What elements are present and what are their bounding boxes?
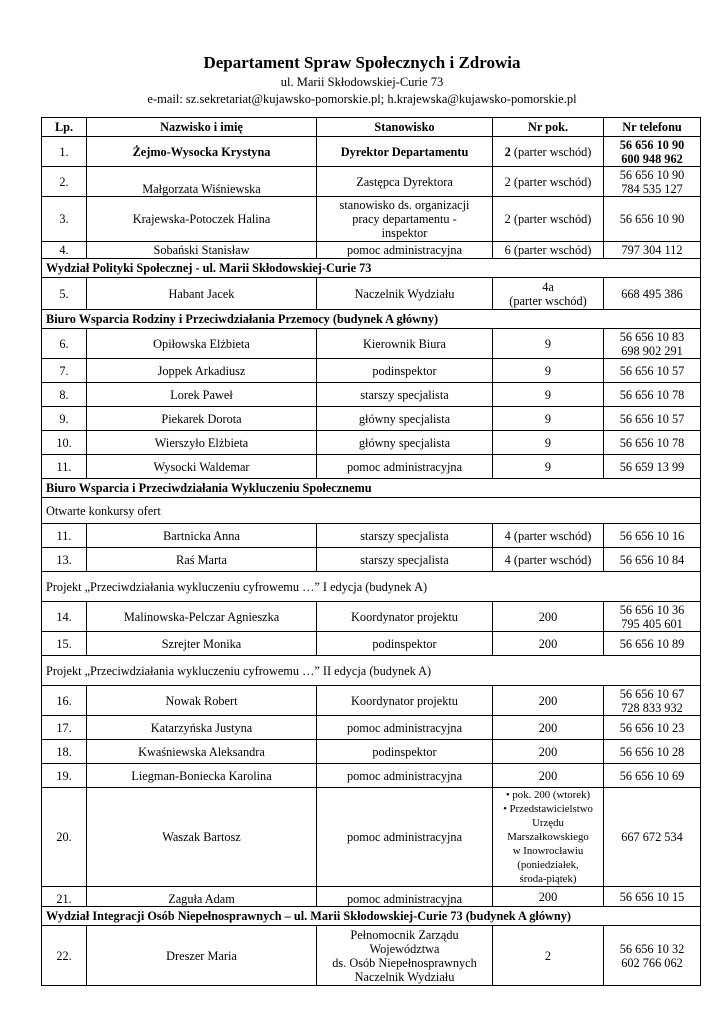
cell-lp: 20.: [42, 788, 87, 887]
room-line: 4a: [542, 279, 554, 294]
cell-room: 200: [493, 602, 604, 632]
cell-room: [493, 137, 604, 167]
cell-lp: 15.: [42, 632, 87, 656]
cell-position: pomoc administracyjna: [317, 242, 493, 259]
cell-name: Wierszyło Elżbieta: [87, 431, 317, 455]
phone-line: 56 656 10 83: [619, 329, 685, 344]
cell-lp: 16.: [42, 686, 87, 716]
cell-room: [493, 788, 604, 887]
cell-phone: 56 656 10 78: [604, 431, 701, 455]
cell-position: podinspektor: [317, 632, 493, 656]
cell-phone: 56 656 10 57: [604, 407, 701, 431]
table-row: [42, 887, 701, 907]
cell-lp: 17.: [42, 716, 87, 740]
cell-lp: 10.: [42, 431, 87, 455]
phone-line: 795 405 601: [621, 616, 683, 631]
cell-room: 200: [493, 632, 604, 656]
contact-table: [41, 117, 701, 986]
cell-name: Joppek Arkadiusz: [87, 359, 317, 383]
cell-lp: 11.: [42, 524, 87, 548]
room-number: 2: [504, 144, 511, 159]
cell-position: starszy specjalista: [317, 524, 493, 548]
cell-room: 2 (parter wschód): [493, 197, 604, 242]
position-line: Województwa: [369, 941, 440, 956]
section-heading: Wydział Integracji Osób Niepełnosprawnych – ul. Marii Skłodowskiej-Curie 73 (budynek A główny): [42, 907, 701, 926]
table-row: [42, 716, 701, 740]
cell-phone: [604, 137, 701, 167]
cell-lp: 7.: [42, 359, 87, 383]
position-line: pracy departamentu -: [352, 212, 457, 226]
cell-phone: 56 656 10 69: [604, 764, 701, 788]
cell-name: Bartnicka Anna: [87, 524, 317, 548]
cell-room: 4 (parter wschód): [493, 524, 604, 548]
phone-line: 728 833 932: [621, 700, 683, 715]
cell-lp: 13.: [42, 548, 87, 572]
table-row: [42, 524, 701, 548]
position-line: Naczelnik Wydziału: [354, 969, 455, 984]
cell-position: główny specjalista: [317, 407, 493, 431]
cell-name: Habant Jacek: [87, 278, 317, 310]
cell-name: Piekarek Dorota: [87, 407, 317, 431]
cell-name: Krajewska-Potoczek Halina: [87, 197, 317, 242]
cell-name: Szrejter Monika: [87, 632, 317, 656]
cell-name: Wysocki Waldemar: [87, 455, 317, 479]
position-line: stanowisko ds. organizacji: [339, 198, 470, 212]
cell-lp: 4.: [42, 242, 87, 259]
page-title: Departament Spraw Społecznych i Zdrowia: [203, 53, 521, 72]
cell-room: 9: [493, 359, 604, 383]
cell-room: 2 (parter wschód): [493, 167, 604, 197]
project-row: [42, 572, 701, 602]
cell-phone: 56 656 10 23: [604, 716, 701, 740]
cell-phone: [604, 329, 701, 359]
cell-phone: 56 656 10 57: [604, 359, 701, 383]
cell-room: 4 (parter wschód): [493, 548, 604, 572]
cell-phone: 668 495 386: [604, 278, 701, 310]
cell-room: 9: [493, 329, 604, 359]
cell-lp: 14.: [42, 602, 87, 632]
cell-phone: [604, 602, 701, 632]
address-line: ul. Marii Skłodowskiej-Curie 73: [280, 75, 444, 89]
cell-phone: 56 656 10 78: [604, 383, 701, 407]
cell-phone: 797 304 112: [604, 242, 701, 259]
project-row: [42, 656, 701, 686]
cell-lp: 1.: [42, 137, 87, 167]
cell-position: podinspektor: [317, 359, 493, 383]
table-row: [42, 359, 701, 383]
room-location: (parter wschód): [510, 144, 592, 159]
section-row: [42, 259, 701, 278]
cell-lp: 8.: [42, 383, 87, 407]
project-heading: Projekt „Przeciwdziałania wykluczeniu cyfrowemu …” I edycja (budynek A): [42, 572, 701, 602]
table-row: [42, 686, 701, 716]
cell-name: Sobański Stanisław: [87, 242, 317, 259]
cell-room: 200: [493, 764, 604, 788]
project-heading: Projekt „Przeciwdziałania wykluczeniu cyfrowemu …” II edycja (budynek A): [42, 656, 701, 686]
cell-position: Kierownik Biura: [317, 329, 493, 359]
cell-position: pomoc administracyjna: [317, 716, 493, 740]
cell-room: 200: [493, 686, 604, 716]
col-header-position: Stanowisko: [317, 118, 493, 137]
phone-line: 56 656 10 67: [619, 686, 685, 701]
document-header: [0, 52, 724, 108]
cell-position: pomoc administracyjna: [317, 887, 493, 907]
cell-name: Małgorzata Wiśniewska: [87, 167, 317, 197]
section-row: [42, 907, 701, 926]
cell-position: Koordynator projektu: [317, 602, 493, 632]
room-line: • pok. 200 (wtorek): [505, 789, 591, 801]
cell-name: Zaguła Adam: [87, 887, 317, 907]
table-row: [42, 764, 701, 788]
col-header-lp: Lp.: [42, 118, 87, 137]
cell-lp: 21.: [42, 887, 87, 907]
col-header-phone: Nr telefonu: [604, 118, 701, 137]
cell-phone: [604, 686, 701, 716]
cell-name: Malinowska-Pelczar Agnieszka: [87, 602, 317, 632]
cell-position: pomoc administracyjna: [317, 764, 493, 788]
cell-phone: 56 656 10 84: [604, 548, 701, 572]
section-heading: Biuro Wsparcia i Przeciwdziałania Wykluczeniu Społecznemu: [42, 479, 701, 498]
cell-position: pomoc administracyjna: [317, 455, 493, 479]
room-line: • Przedstawicielstwo: [503, 803, 593, 815]
position-line: inspektor: [381, 226, 428, 240]
table-row: [42, 548, 701, 572]
cell-name: Waszak Bartosz: [87, 788, 317, 887]
table-row: [42, 431, 701, 455]
cell-lp: 18.: [42, 740, 87, 764]
cell-name: Kwaśniewska Aleksandra: [87, 740, 317, 764]
cell-phone: 56 656 10 15: [604, 887, 701, 907]
phone-line: 600 948 962: [621, 151, 683, 166]
section-row: [42, 310, 701, 329]
cell-name: Opiłowska Elżbieta: [87, 329, 317, 359]
position-line: ds. Osób Niepełnosprawnych: [332, 955, 477, 970]
table-row: [42, 383, 701, 407]
col-header-room: Nr pok.: [493, 118, 604, 137]
table-row: [42, 407, 701, 431]
room-line: w Inowrocławiu: [512, 845, 584, 857]
table-row: [42, 242, 701, 259]
cell-phone: 56 656 10 28: [604, 740, 701, 764]
table-row: [42, 602, 701, 632]
cell-lp: 22.: [42, 926, 87, 986]
cell-lp: 2.: [42, 167, 87, 197]
table-row: [42, 455, 701, 479]
phone-line: 56 656 10 90: [619, 137, 685, 152]
cell-position: pomoc administracyjna: [317, 788, 493, 887]
table-row: [42, 740, 701, 764]
cell-name: Katarzyńska Justyna: [87, 716, 317, 740]
cell-room: 200: [493, 716, 604, 740]
phone-line: 602 766 062: [621, 955, 683, 970]
cell-room: 200: [493, 740, 604, 764]
cell-room: 9: [493, 383, 604, 407]
cell-position: Dyrektor Departamentu: [317, 137, 493, 167]
phone-line: 56 656 10 32: [619, 941, 685, 956]
cell-lp: 3.: [42, 197, 87, 242]
cell-phone: [604, 926, 701, 986]
cell-phone: 667 672 534: [604, 788, 701, 887]
table-row: [42, 926, 701, 986]
table-row: [42, 632, 701, 656]
email-line: e-mail: sz.sekretariat@kujawsko-pomorskie.pl; h.krajewska@kujawsko-pomorskie.pl: [147, 92, 577, 106]
table-row: [42, 329, 701, 359]
cell-phone: 56 656 10 16: [604, 524, 701, 548]
cell-lp: 11.: [42, 455, 87, 479]
cell-position: [317, 197, 493, 242]
cell-name: Dreszer Maria: [87, 926, 317, 986]
cell-position: [317, 926, 493, 986]
cell-position: Naczelnik Wydziału: [317, 278, 493, 310]
cell-position: Koordynator projektu: [317, 686, 493, 716]
cell-name: Lorek Paweł: [87, 383, 317, 407]
cell-room: 200: [493, 887, 604, 907]
table-row: [42, 278, 701, 310]
room-line: Urzędu: [532, 817, 564, 829]
cell-room: 9: [493, 431, 604, 455]
phone-line: 698 902 291: [621, 343, 683, 358]
cell-room: [493, 278, 604, 310]
table-row: [42, 197, 701, 242]
phone-line: 56 656 10 90: [619, 167, 685, 182]
position-line: Pełnomocnik Zarządu: [350, 927, 459, 942]
section-heading: Biuro Wsparcia Rodziny i Przeciwdziałania Przemocy (budynek A główny): [42, 310, 701, 329]
cell-lp: 5.: [42, 278, 87, 310]
cell-room: 2: [493, 926, 604, 986]
room-line: (poniedziałek,: [517, 859, 579, 871]
table-row: [42, 788, 701, 887]
room-line: Marszałkowskiego: [507, 831, 589, 843]
phone-line: 56 656 10 36: [619, 602, 685, 617]
project-row: [42, 498, 701, 524]
cell-room: 9: [493, 455, 604, 479]
cell-lp: 19.: [42, 764, 87, 788]
project-heading: Otwarte konkursy ofert: [42, 498, 701, 524]
cell-position: starszy specjalista: [317, 548, 493, 572]
cell-name: Nowak Robert: [87, 686, 317, 716]
table-row: [42, 167, 701, 197]
section-row: [42, 479, 701, 498]
cell-name: Liegman-Boniecka Karolina: [87, 764, 317, 788]
cell-position: Zastępca Dyrektora: [317, 167, 493, 197]
cell-lp: 6.: [42, 329, 87, 359]
cell-position: główny specjalista: [317, 431, 493, 455]
cell-name: Raś Marta: [87, 548, 317, 572]
cell-phone: 56 659 13 99: [604, 455, 701, 479]
cell-name: Żejmo-Wysocka Krystyna: [87, 137, 317, 167]
table-header-row: [42, 118, 701, 137]
table-row: [42, 137, 701, 167]
room-line: środa-piątek): [519, 873, 577, 885]
cell-room: 9: [493, 407, 604, 431]
cell-position: podinspektor: [317, 740, 493, 764]
section-heading: Wydział Polityki Społecznej - ul. Marii Skłodowskiej-Curie 73: [42, 259, 701, 278]
cell-phone: [604, 167, 701, 197]
room-line: (parter wschód): [509, 293, 587, 308]
col-header-name: Nazwisko i imię: [87, 118, 317, 137]
cell-phone: 56 656 10 89: [604, 632, 701, 656]
cell-position: starszy specjalista: [317, 383, 493, 407]
cell-room: 6 (parter wschód): [493, 242, 604, 259]
phone-line: 784 535 127: [621, 181, 683, 196]
cell-lp: 9.: [42, 407, 87, 431]
cell-phone: 56 656 10 90: [604, 197, 701, 242]
